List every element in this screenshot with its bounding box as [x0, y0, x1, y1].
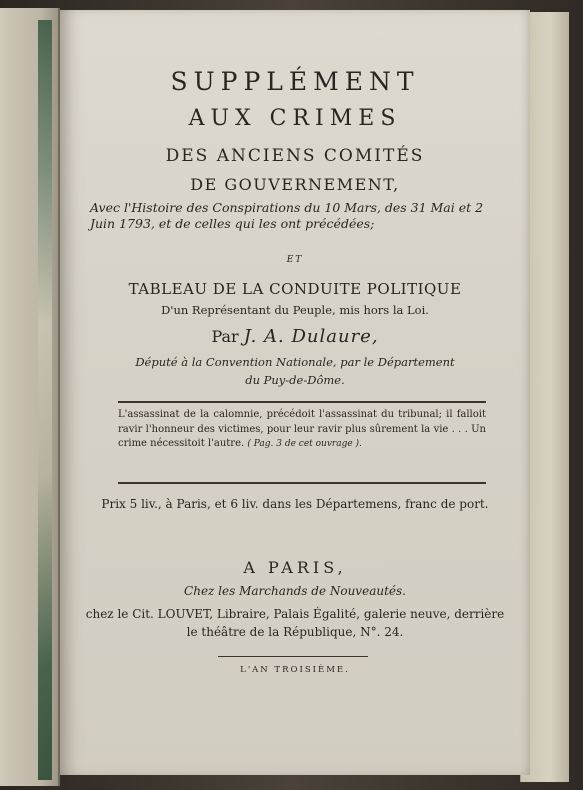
title-line-1: SUPPLÉMENT: [170, 67, 420, 96]
tableau-heading: TABLEAU DE LA CONDUITE POLITIQUE: [128, 280, 462, 298]
imprint-sellers: Chez les Marchands de Nouveautés.: [184, 584, 406, 598]
conjunction-et: ET: [286, 255, 304, 265]
departement-line: du Puy-de-Dôme.: [245, 373, 345, 387]
title-line-3: DES ANCIENS COMITÉS: [165, 146, 425, 166]
imprint-year: L'AN TROISIÈME.: [240, 665, 350, 675]
depute-line: Député à la Convention Nationale, par le Département: [135, 355, 455, 369]
title-line-4: DE GOUVERNEMENT,: [190, 175, 400, 194]
divider-short: [218, 656, 368, 657]
author-line: [60, 326, 530, 347]
divider-bottom: [118, 482, 486, 484]
subtitle: Avec l'Histoire des Conspirations du 10 Mars, des 31 Mai et 2 Juin 1793, et de celles qui les ont précédées;: [90, 200, 484, 231]
title-line-2: AUX CRIMES: [188, 106, 402, 131]
imprint-address: chez le Cit. LOUVET, Libraire, Palais Égalité, galerie neuve, derrière le théâtre de la République, N°. 24.: [85, 607, 505, 639]
author-name: J. A. Dulaure,: [243, 326, 379, 347]
epigraph-reference: ( Pag. 3 de cet ouvrage ).: [247, 439, 362, 449]
epigraph: [118, 408, 486, 452]
epigraph-text: L'assassinat de la calomnie, précédoit l'assassinat du tribunal; il falloit ravir l'honneur des victimes, pour leur ravir plus sûrement la vie . . . Un crime nécessitoit l'autre.: [118, 409, 486, 449]
book-spine: [38, 20, 52, 780]
price-line: Prix 5 liv., à Paris, et 6 liv. dans les Départemens, franc de port.: [101, 497, 489, 511]
divider-top: [118, 401, 486, 403]
title-page: [60, 10, 530, 775]
representant-line: D'un Représentant du Peuple, mis hors la Loi.: [161, 303, 429, 317]
imprint-city: A PARIS,: [243, 558, 347, 577]
par-label: Par: [211, 327, 239, 346]
